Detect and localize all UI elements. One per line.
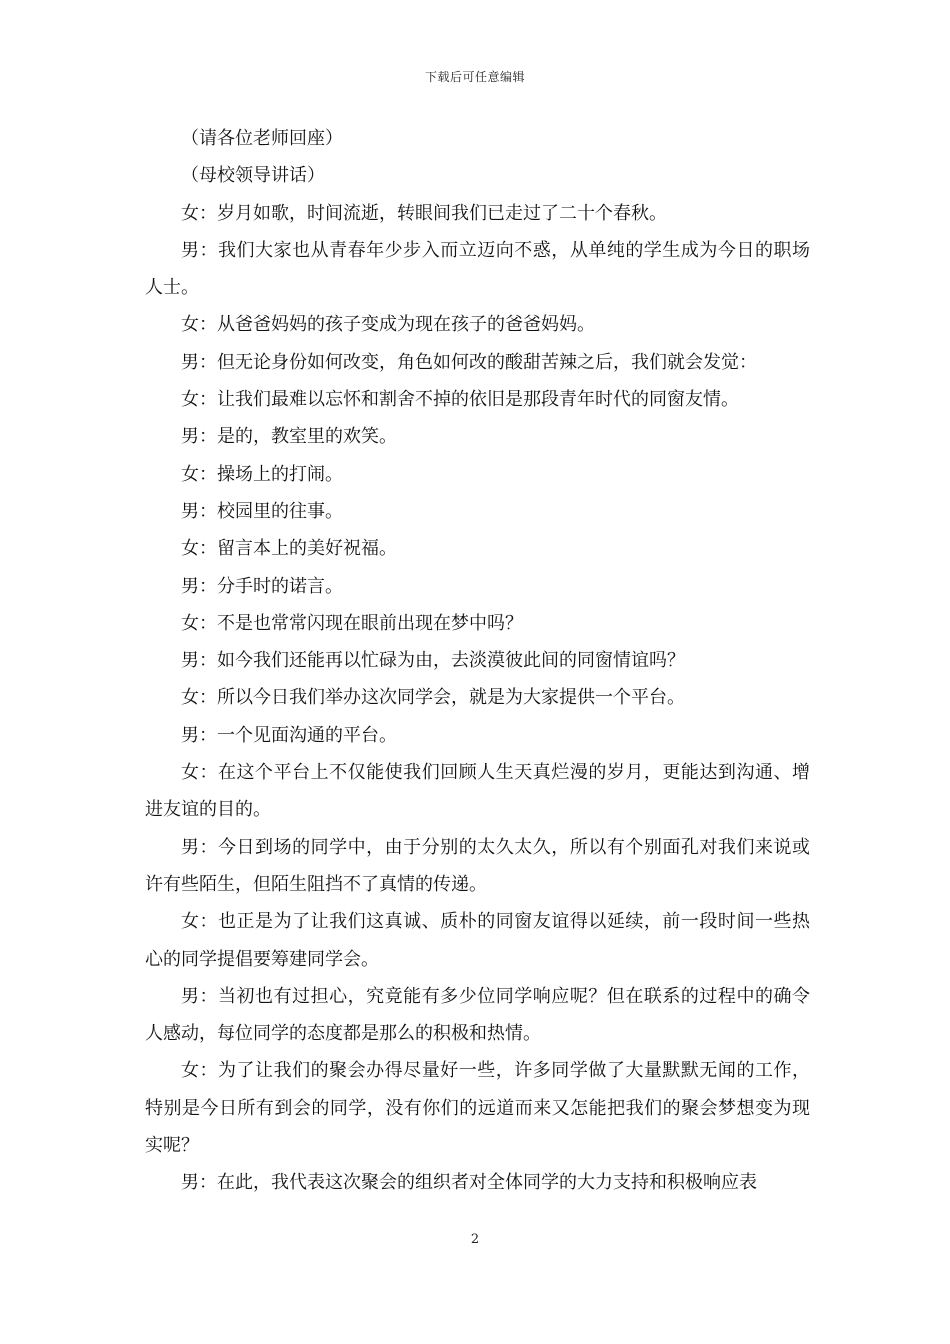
- paragraph-21: 女：为了让我们的聚会办得尽量好一些，许多同学做了大量默默无闻的工作，特别是今日所有到会的同学，没有你们的远道而来又怎能把我们的聚会梦想变为现实呢？: [145, 1060, 810, 1157]
- paragraph-15: 女：所以今日我们举办这次同学会，就是为大家提供一个平台。: [181, 687, 685, 709]
- paragraph-3: 女：岁月如歌，时间流逝，转眼间我们已走过了二十个春秋。: [181, 202, 667, 224]
- paragraph-12: 男：分手时的诺言。: [181, 575, 343, 597]
- paragraph-22: 男：在此，我代表这次聚会的组织者对全体同学的大力支持和积极响应表: [181, 1172, 757, 1194]
- paragraph-4: 男：我们大家也从青春年少步入而立迈向不惑，从单纯的学生成为今日的职场人士。: [145, 239, 810, 299]
- paragraph-14: 男：如今我们还能再以忙碌为由，去淡漠彼此间的同窗情谊吗？: [181, 650, 685, 672]
- paragraph-9: 女：操场上的打闹。: [181, 463, 343, 485]
- page-number: 2: [470, 1232, 480, 1247]
- paragraph-20: 男：当初也有过担心，究竟能有多少位同学响应呢？但在联系的过程中的确令人感动，每位同学的态度都是那么的积极和热情。: [145, 985, 810, 1045]
- paragraph-17: 女：在这个平台上不仅能使我们回顾人生天真烂漫的岁月，更能达到沟通、增进友谊的目的。: [145, 762, 810, 821]
- page-header: [0, 68, 950, 85]
- paragraph-11: 女：留言本上的美好祝福。: [181, 538, 397, 560]
- paragraph-2: （母校领导讲话）: [181, 165, 325, 187]
- paragraph-8: 男：是的，教室里的欢笑。: [181, 426, 397, 448]
- paragraph-5: 女：从爸爸妈妈的孩子变成为现在孩子的爸爸妈妈。: [181, 314, 595, 336]
- paragraph-19: 女：也正是为了让我们这真诚、质朴的同窗友谊得以延续，前一段时间一些热心的同学提倡要筹建同学会。: [145, 911, 810, 970]
- paragraph-13: 女：不是也常常闪现在眼前出现在梦中吗？: [181, 612, 523, 634]
- paragraph-18: 男：今日到场的同学中，由于分别的太久太久，所以有个别面孔对我们来说或许有些陌生，但陌生阻挡不了真情的传递。: [145, 836, 810, 895]
- paragraph-6: 男：但无论身份如何改变，角色如何改的酸甜苦辣之后，我们就会发觉：: [181, 351, 757, 373]
- page-footer: [0, 1232, 950, 1247]
- paragraph-1: （请各位老师回座）: [181, 128, 343, 149]
- header-text: 下载后可任意编辑: [424, 70, 525, 84]
- paragraph-16: 男：一个见面沟通的平台。: [181, 724, 397, 746]
- paragraph-10: 男：校园里的往事。: [181, 500, 343, 522]
- paragraph-7: 女：让我们最难以忘怀和割舍不掉的依旧是那段青年时代的同窗友情。: [181, 389, 739, 411]
- document-body: [145, 120, 810, 1202]
